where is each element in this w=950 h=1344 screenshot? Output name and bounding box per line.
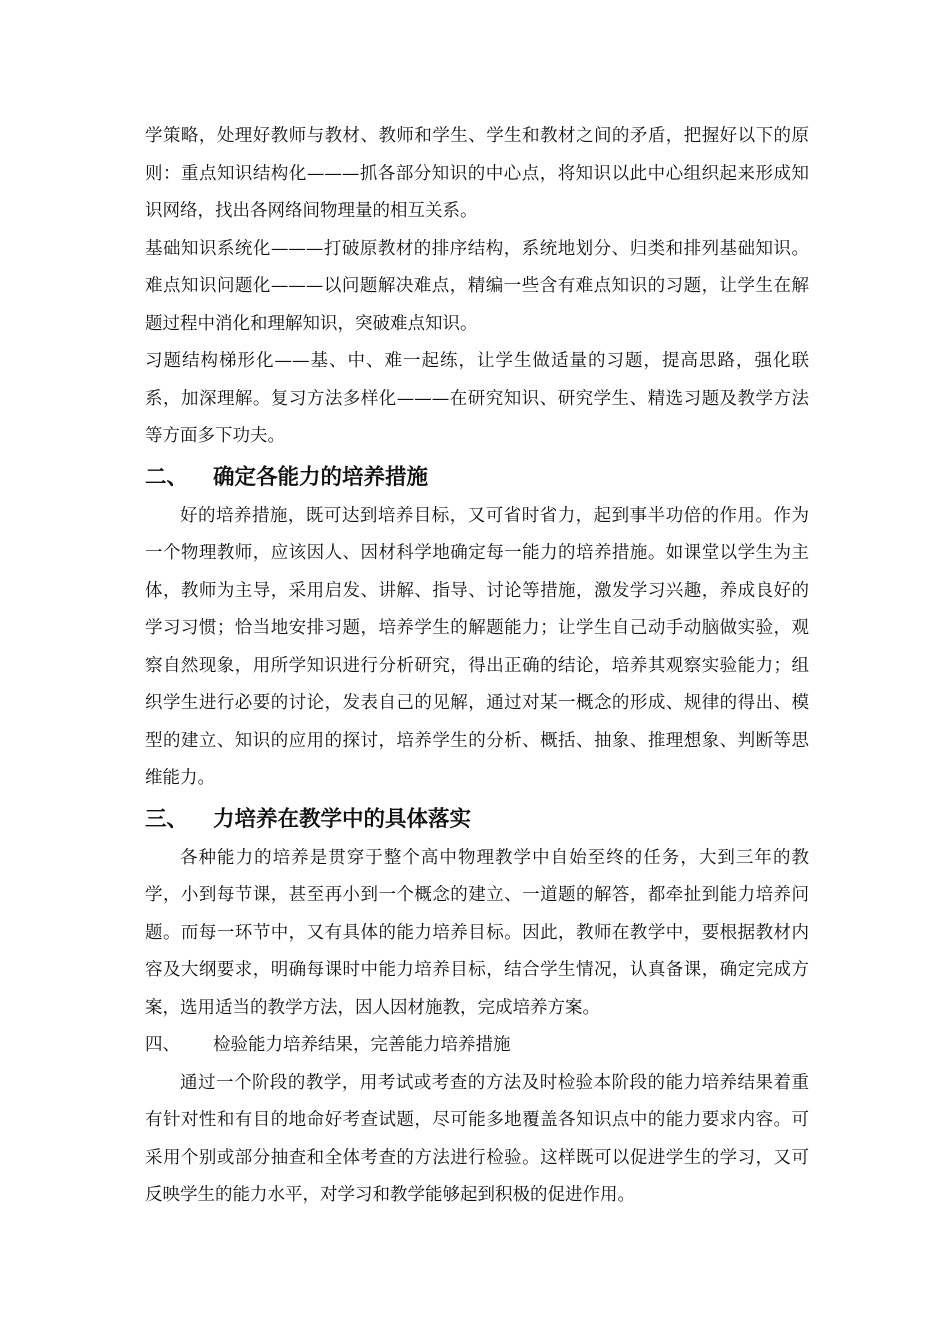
section-3-number: 三、	[145, 806, 189, 832]
section-4-heading	[145, 1027, 809, 1065]
section-3-paragraph: 各种能力的培养是贯穿于整个高中物理教学中自始至终的任务，大到三年的教学，小到每节课，甚至再小到一个概念的建立、一道题的解答，都牵扯到能力培养问题。而每一环节中，又有具体的能力培养目标。因此，教师在教学中，要根据教材内容及大纲要求，明确每课时中能力培养目标，结合学生情况，认真备课，确定完成方案，选用适当的教学方法，因人因材施教，完成培养方案。	[145, 847, 809, 1018]
section-3-heading	[145, 800, 809, 840]
document-body	[145, 118, 809, 1215]
section-3-title: 力培养在教学中的具体落实	[213, 806, 472, 832]
intro-paragraph-1: 学策略，处理好教师与教材、教师和学生、学生和教材之间的矛盾，把握好以下的原则：重点知识结构化———抓各部分知识的中心点，将知识以此中心组织起来形成知识网络，找出各网络间物理量的相互关系。	[145, 126, 809, 221]
section-2-title: 确定各能力的培养措施	[213, 464, 429, 490]
section-2-paragraph: 好的培养措施，既可达到培养目标，又可省时省力，起到事半功倍的作用。作为一个物理教师，应该因人、因材科学地确定每一能力的培养措施。如课堂以学生为主体，教师为主导，采用启发、讲解、指导、讨论等措施，激发学习兴趣，养成良好的学习习惯；恰当地安排习题，培养学生的解题能力；让学生自己动手动脑做实验，观察自然现象，用所学知识进行分析研究，得出正确的结论，培养其观察实验能力；组织学生进行必要的讨论，发表自己的见解，通过对某一概念的形成、规律的得出、模型的建立、知识的应用的探讨，培养学生的分析、概括、抽象、推理想象、判断等思维能力。	[145, 505, 809, 788]
intro-paragraph-3: 习题结构梯形化——基、中、难一起练，让学生做适量的习题，提高思路，强化联系，加深理解。复习方法多样化———在研究知识、研究学生、精选习题及教学方法等方面多下功夫。	[145, 351, 809, 446]
section-2-heading	[145, 458, 809, 498]
section-4-title: 检验能力培养结果，完善能力培养措施	[213, 1035, 511, 1055]
section-4-number: 四、	[145, 1035, 180, 1055]
section-4-paragraph: 通过一个阶段的教学，用考试或考查的方法及时检验本阶段的能力培养结果着重有针对性和有目的地命好考查试题，尽可能多地覆盖各知识点中的能力要求内容。可采用个别或部分抽查和全体考查的方法进行检验。这样既可以促进学生的学习，又可反映学生的能力水平，对学习和教学能够起到积极的促进作用。	[145, 1072, 809, 1205]
section-2-number: 二、	[145, 464, 189, 490]
intro-paragraph-2: 基础知识系统化———打破原教材的排序结构，系统地划分、归类和排列基础知识。难点知识问题化———以问题解决难点，精编一些含有难点知识的习题，让学生在解题过程中消化和理解知识，突破难点知识。	[145, 238, 809, 334]
